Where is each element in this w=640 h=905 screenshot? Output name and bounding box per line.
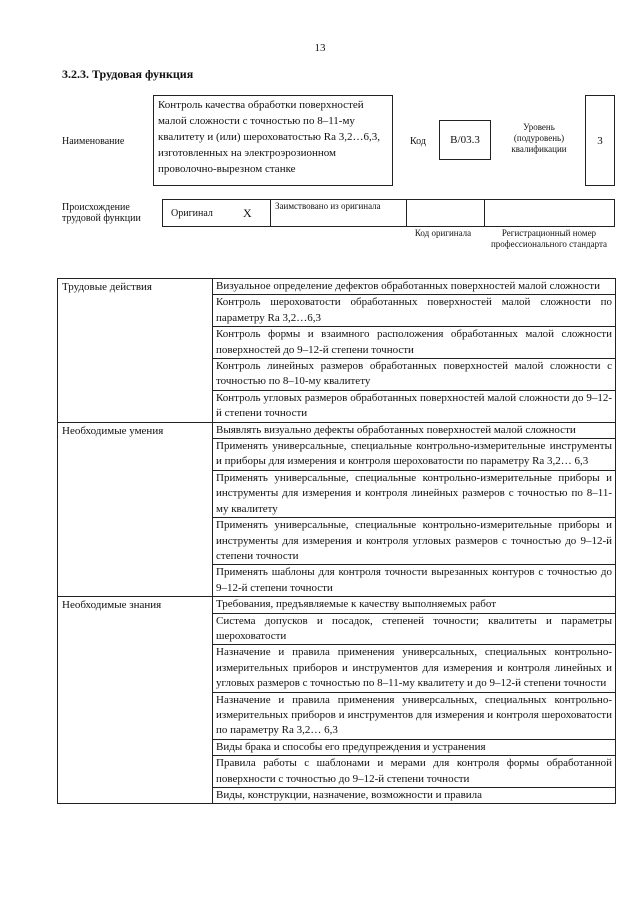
name-value: Контроль качества обработки поверхностей малой сложности с точностью по 8–11-му квалитету и (или) шероховатостью Ra 3,2…6,3, изготовленных на электроэрозионном проволочно-вырезном станке: [153, 95, 393, 186]
level-value: 3: [585, 95, 615, 186]
code-value: В/03.3: [439, 120, 491, 160]
code-label: Код: [410, 136, 426, 147]
category-cell: Трудовые действия: [58, 279, 213, 423]
section-title: 3.2.3. Трудовая функция: [62, 67, 194, 81]
reg-number-cell: [485, 200, 614, 226]
category-cell: Необходимые умения: [58, 422, 213, 596]
level-label: Уровень (подуровень) квалификации: [511, 122, 567, 154]
description-cell: Виды брака и способы его предупреждения и устранения: [213, 739, 616, 755]
table-row: [58, 597, 616, 613]
description-cell: Применять универсальные, специальные контрольно-измерительные приборы и инструменты для измерения и контроля угловых размеров с точностью до 9–12-й степени точности: [213, 518, 616, 565]
page-number: 13: [314, 42, 326, 54]
description-cell: Выявлять визуально дефекты обработанных поверхностей малой сложности: [213, 422, 616, 438]
reg-number-caption: Регистрационный номер профессионального стандарта: [490, 228, 608, 249]
description-cell: Применять универсальные, специальные контрольно-измерительные приборы и инструменты для измерения и контроля линейных размеров с точностью по 8–11-му квалитету: [213, 470, 616, 517]
original-label: Оригинал: [171, 208, 213, 219]
description-cell: Назначение и правила применения универсальных, специальных контрольно-измерительных приборов и инструментов для измерения и контроля шероховатости по параметру Ra 3,2… 6,3: [213, 692, 616, 739]
description-cell: Контроль формы и взаимного расположения обработанных малой сложности поверхностей до 9–12-й степени точности: [213, 327, 616, 359]
description-cell: Правила работы с шаблонами и мерами для контроля формы обработанной поверхности с точностью до 9–12-й степени точности: [213, 756, 616, 788]
origin-label: Происхождение трудовой функции: [62, 202, 141, 224]
origin-table: [162, 199, 615, 227]
description-cell: Применять шаблоны для контроля точности вырезанных контуров с точностью до 9–12-й степени точности: [213, 565, 616, 597]
description-cell: Виды, конструкции, назначение, возможности и правила: [213, 788, 616, 804]
code-original-cell: [408, 200, 485, 226]
name-label: Наименование: [62, 136, 125, 147]
description-cell: Контроль линейных размеров обработанных поверхностей малой сложности с точностью по 8–10-му квалитету: [213, 359, 616, 391]
description-cell: Система допусков и посадок, степеней точности; квалитеты и параметры шероховатости: [213, 613, 616, 645]
description-cell: Визуальное определение дефектов обработанных поверхностей малой сложности: [213, 279, 616, 295]
borrowed-cell: Заимствовано из оригинала: [271, 200, 407, 226]
code-original-caption: Код оригинала: [414, 228, 472, 238]
description-cell: Назначение и правила применения универсальных, специальных контрольно-измерительных приборов и инструментов для измерения и контроля линейных и угловых размеров с точностью по 8–11-му квалитету и до 9–12-й степени точности: [213, 645, 616, 692]
description-cell: Требования, предъявляемые к качеству выполняемых работ: [213, 597, 616, 613]
table-row: [58, 279, 616, 295]
description-cell: Контроль угловых размеров обработанных поверхностей малой сложности до 9–12-й степени точности: [213, 390, 616, 422]
original-cell: [163, 200, 271, 226]
description-cell: Контроль шероховатости обработанных поверхностей малой сложности по параметру Ra 3,2…6,3: [213, 295, 616, 327]
requirements-table: [57, 278, 616, 804]
category-cell: Необходимые знания: [58, 597, 213, 804]
description-cell: Применять универсальные, специальные контрольно-измерительные инструменты и приборы для измерения и контроля шероховатости по параметру Ra 3,2… 6,3: [213, 439, 616, 471]
table-row: [58, 422, 616, 438]
original-mark: X: [243, 206, 252, 220]
